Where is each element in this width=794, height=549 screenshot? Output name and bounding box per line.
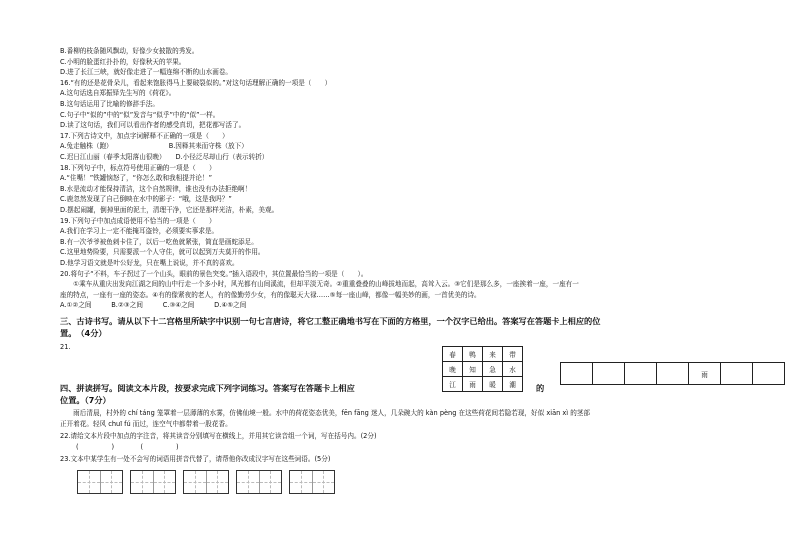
- grid-cell: 潮: [503, 377, 523, 392]
- question-21-number: 21.: [60, 343, 71, 351]
- question-line: D.读了这句话，我们可以看出作者的感受真切，把花都写活了。: [60, 121, 246, 130]
- question-line: 19.下列句子中加点成语使用不恰当的一项是（ ）: [60, 216, 216, 225]
- question-line: 18.下列句子中，标点符号使用正确的一项是（ ）: [60, 163, 216, 172]
- question-line: B.有一次爷爷被鱼刺卡住了，以后一吃鱼就紧张，简直是画蛇添足。: [60, 237, 258, 246]
- grid-cell: 春: [443, 347, 463, 362]
- section-3-heading: 三、古诗书写。请从以下十二宫格里所缺字中识别一句七言唐诗，将它工整正确地书写在下面的方格里，一个汉字已给出。答案写在答题卡上相应的位: [60, 316, 601, 326]
- grid-cell: 雨: [463, 377, 483, 392]
- section-4-heading: 四、拼读拼写。阅读文本片段，按要求完成下列字词练习。答案写在答题卡上相应: [60, 383, 355, 393]
- question-line: C.迟日江山丽（春季太阳落山很晚） D.小径泛尽却山行（表示转折）: [60, 153, 269, 161]
- character-grid: [442, 346, 523, 392]
- grid-cell: 带: [503, 347, 523, 362]
- section-3-heading-cont: 置。 （4分）: [60, 328, 107, 338]
- grid-cell: 来: [483, 347, 503, 362]
- grid-cell: 知: [463, 362, 483, 377]
- answer-cell[interactable]: 雨: [689, 363, 721, 385]
- question-22: 22.请给文本片段中加点的字注音，将其读音分别填写在横线上，并用其它读音组一个词，写在括号内。(2分): [60, 432, 377, 440]
- writing-box[interactable]: [183, 470, 229, 494]
- writing-box[interactable]: [130, 470, 176, 494]
- section-4-heading-tail: 的: [536, 383, 545, 393]
- question-line: B.水是流动才能保持清洁，这个自然规律，谁也没有办法拒绝啊！: [60, 184, 252, 193]
- question-line: A.我们在学习上一定不能掩耳盗铃，必须要实事求是。: [60, 227, 219, 236]
- grid-row: [443, 362, 523, 377]
- question-23: 23.文本中某学生有一处不会写的词语用拼音代替了，请帮他你改成汉字写在这些词语。(5分): [60, 455, 331, 463]
- question-line: C.这里地势险要，只需要派一个人守住，就可以起到万夫莫开的作用。: [60, 248, 265, 257]
- grid-row: [443, 377, 523, 392]
- question-line: D.进了长江三峡，就好像走进了一幅连绵不断的山水画卷。: [60, 68, 233, 77]
- question-line: 20.将句子“不料，车子拐过了一个山头，眼前的景色突变。”插入语段中，其位置最恰当的一项是（ ）。: [60, 269, 368, 278]
- question-line: A.①②之间 B.②③之间 C.③④之间 D.④⑤之间: [60, 301, 247, 310]
- grid-row: [443, 347, 523, 362]
- grid-cell: 暖: [483, 377, 503, 392]
- grid-cell: 江: [443, 377, 463, 392]
- question-line: A.这句话选自郑振铎先生写的《荷花》。: [60, 89, 176, 98]
- grid-cell: 鸭: [463, 347, 483, 362]
- question-line: 座的特点，一座有一座的姿态。④有的像紧夜的老人，有的像勤劳少女，有的像聪天大禄……⑤每一座山峰，都像一幅美妙的画，一首优美的诗。: [60, 290, 481, 299]
- answer-cell[interactable]: [753, 363, 785, 385]
- grid-cell: 急: [483, 362, 503, 377]
- answer-grid: [560, 362, 785, 385]
- answer-row: [561, 363, 785, 385]
- answer-cell[interactable]: [561, 363, 593, 385]
- question-line: D.摆起闹罐，倒掉里面的泥土，清理干净，它还是那样光洁，朴素，美观。: [60, 206, 279, 214]
- section-4-heading-cont: 位置。（7分）: [60, 395, 111, 405]
- writing-box[interactable]: [77, 470, 123, 494]
- grid-cell: 水: [503, 362, 523, 377]
- question-line: A.兔走触株（跑） B.因释其耒而守株（放下）: [60, 142, 248, 151]
- answer-cell[interactable]: [721, 363, 753, 385]
- question-line: 16.“有的还是花骨朵儿，看起来饱胀得马上要破裂似的。”对这句话理解正确的一项是（ ）: [60, 78, 332, 87]
- answer-cell[interactable]: [657, 363, 689, 385]
- question-line: C.小明的脸蛋红扑扑的，好像秋天的苹果。: [60, 57, 186, 66]
- question-line: B.番柳的枝条随风飘动，好像少女披散的秀发。: [60, 47, 199, 55]
- question-line: C.鹿忽然发现了自己倒映在水中的影子：“哦，这是我吗？”: [60, 195, 232, 204]
- writing-box[interactable]: [289, 470, 335, 494]
- grid-cell: 晚: [443, 362, 463, 377]
- question-line: ①乘车从重庆出发向江湖之间的山中行走一个多小时，风光都有山间溪流，但却平淡无奇。②重重叠叠的山峰拔地而起，高耸入云。③它们是那么多，一座挨着一座，一座有一: [60, 280, 579, 289]
- answer-cell[interactable]: [593, 363, 625, 385]
- question-22-blanks: ( ) ( ): [76, 443, 179, 451]
- question-line: A.“住嘴！”铁罐恼怒了，“你怎么敢和我相提并论！”: [60, 174, 213, 183]
- writing-box[interactable]: [236, 470, 282, 494]
- question-line: 17.下列古诗文中，加点字词解释不正确的一项是（ ）: [60, 131, 229, 140]
- question-line: B.这句话运用了比喻的修辞手法。: [60, 100, 159, 108]
- question-line: D.他学习语文就是叶公好龙，只在嘴上说说，并不真的喜欢。: [60, 259, 239, 267]
- passage-line-2: 正开着花。轻风 chuī fú 而过，连空气中都带着一股花香。: [60, 420, 232, 428]
- question-line: C.句子中“似的”中的“似”发音与“似乎”中的“似”一样。: [60, 110, 220, 119]
- answer-cell[interactable]: [625, 363, 657, 385]
- passage-line-1: 雨后清晨，村外的 chí táng 笼罩着一层薄薄的水雾，仿佛仙境一般。水中的荷花姿态优美，fēn fāng 迷人，几朵碗大的 kàn pèng 在这些荷花间若隐若现，好似 xiān xì 的茎部: [60, 409, 590, 417]
